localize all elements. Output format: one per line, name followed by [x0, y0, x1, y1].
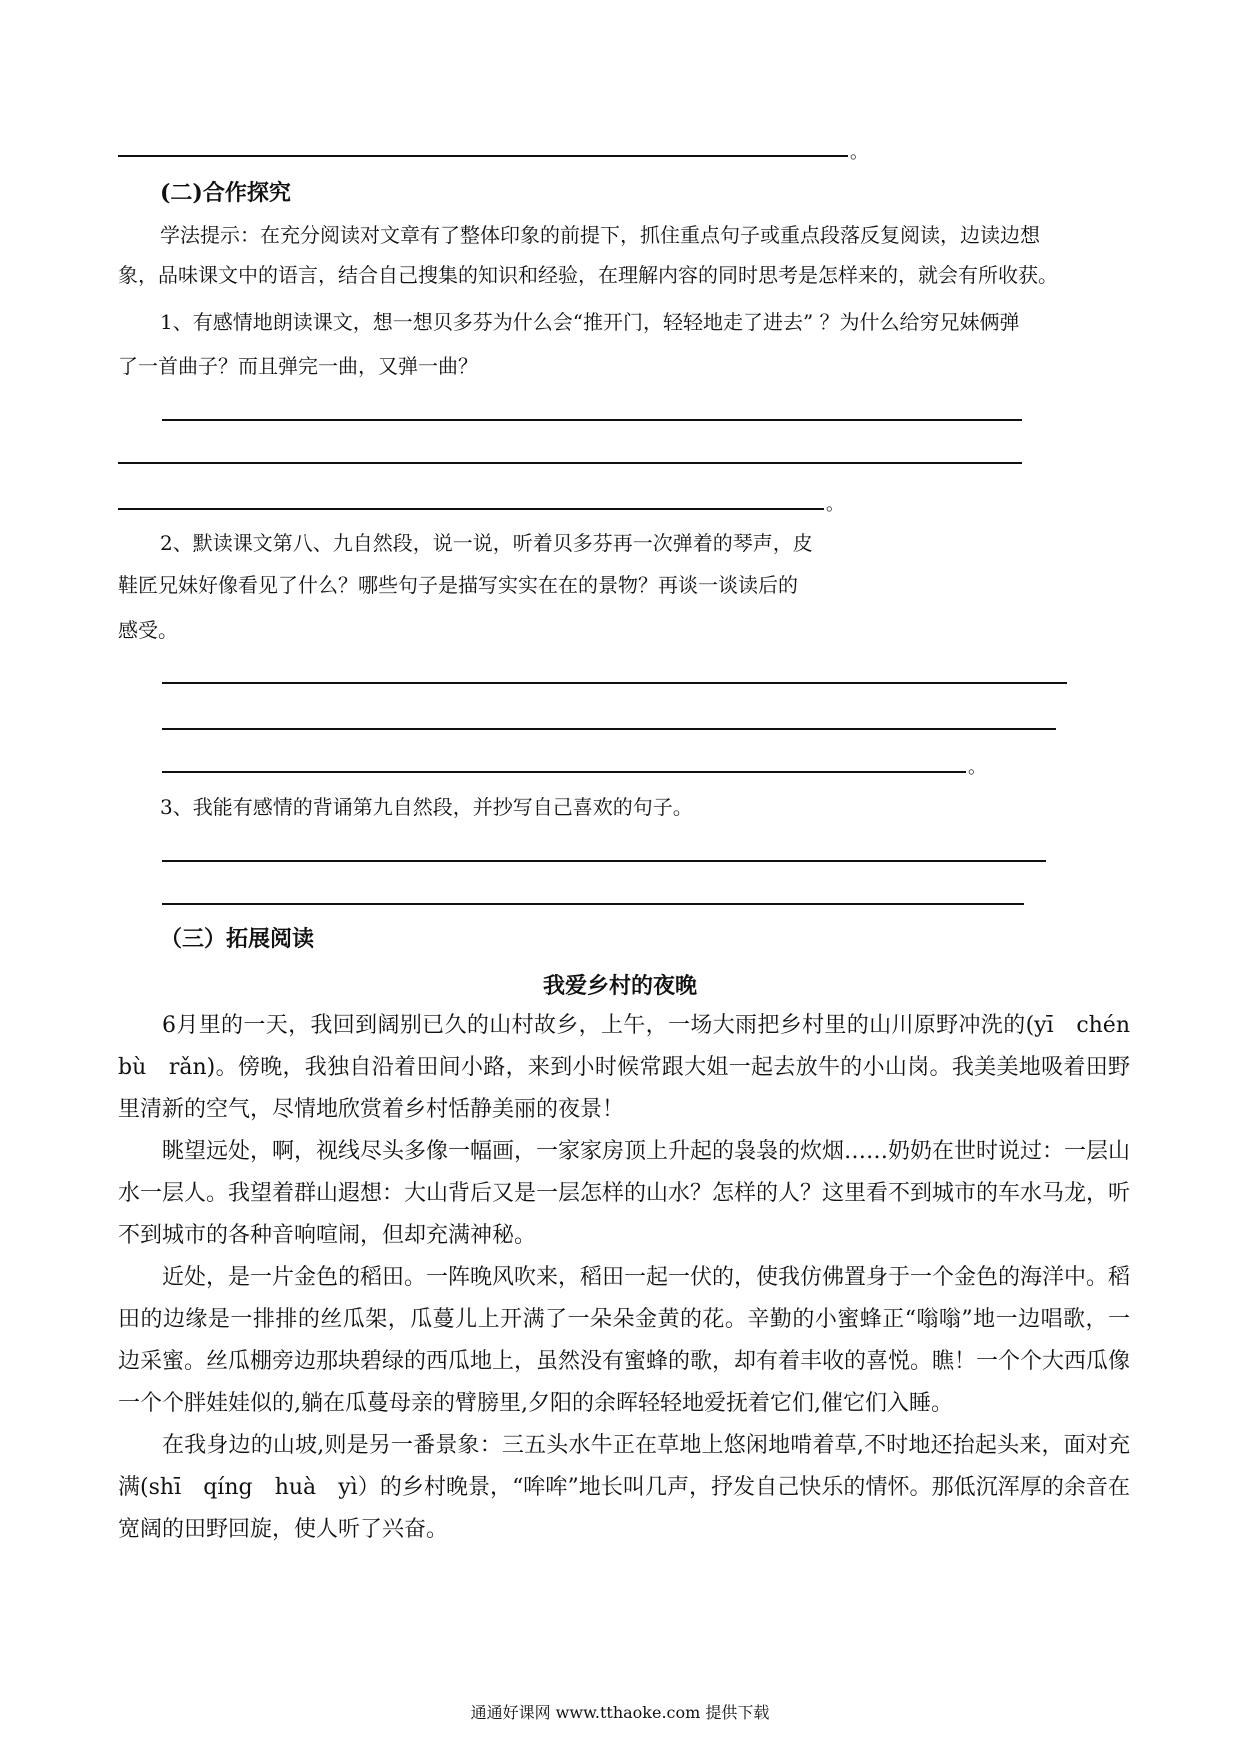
question-2-line2: 鞋匠兄妹好像看见了什么？哪些句子是描写实实在在的景物？再谈一谈读后的: [118, 573, 798, 597]
question-1-line2: 了一首曲子？而且弹完一曲，又弹一曲？: [118, 354, 478, 378]
article-paragraph: 在我身边的山坡,则是另一番景象：三五头水牛正在草地上悠闲地啃着草,不时地还抬起头来，面对充满(shī qíng huà yì）的乡村晚景，“哞哞”地长叫几声，抒发自己快乐的情怀。那低沉浑厚的余音在宽阔的田野回旋，使人听了兴奋。: [118, 1433, 1130, 1542]
question-3: 3、我能有感情的背诵第九自然段，并抄写自己喜欢的句子。: [160, 795, 693, 819]
answer-line[interactable]: [162, 860, 1046, 862]
period-mark: 。: [968, 757, 986, 778]
answer-line[interactable]: [162, 682, 1067, 684]
period-mark: 。: [850, 142, 868, 163]
question-1-line1: 1、有感情地朗读课文，想一想贝多芬为什么会“推开门，轻轻地走了进去” ？为什么给穷兄妹俩弹: [160, 310, 1020, 334]
article-paragraph: 近处，是一片金色的稻田。一阵晚风吹来，稻田一起一伏的，使我仿佛置身于一个金色的海洋中。稻田的边缘是一排排的丝瓜架，瓜蔓儿上开满了一朵朵金黄的花。辛勤的小蜜蜂正“嗡嗡”地一边唱歌，一边采蜜。丝瓜棚旁边那块碧绿的西瓜地上，虽然没有蜜蜂的歌，却有着丰收的喜悦。瞧！一个个大西瓜像一个个胖娃娃似的,躺在瓜蔓母亲的臂膀里,夕阳的余晖轻轻地爱抚着它们,催它们入睡。: [118, 1265, 1131, 1416]
footer-text: 通通好课网 www.tthaoke.com 提供下载: [470, 1703, 770, 1722]
answer-line[interactable]: [118, 508, 824, 510]
answer-line[interactable]: [162, 419, 1022, 421]
article-title: 我爱乡村的夜晚: [542, 974, 697, 999]
article-paragraph: 眺望远处，啊，视线尽头多像一幅画，一家家房顶上升起的袅袅的炊烟……奶奶在世时说过：一层山水一层人。我望着群山遐想：大山背后又是一层怎样的山水？怎样的人？这里看不到城市的车水马龙，听不到城市的各种音响喧闹，但却充满神秘。: [118, 1139, 1131, 1248]
study-tip-line2: 象，品味课文中的语言，结合自己搜集的知识和经验，在理解内容的同时思考是怎样来的，就会有所收获。: [118, 263, 1058, 287]
section-heading-cooperative: (二)合作探究: [160, 180, 291, 206]
question-2-line1: 2、默读课文第八、九自然段，说一说，听着贝多芬再一次弹着的琴声，皮: [160, 531, 813, 555]
article-body: [118, 1005, 1153, 1551]
answer-line[interactable]: [162, 728, 1056, 730]
question-2-line3: 感受。: [118, 618, 178, 642]
answer-line[interactable]: [162, 771, 966, 773]
period-mark: 。: [826, 494, 844, 515]
section-heading-extended-reading: （三）拓展阅读: [160, 926, 315, 952]
study-tip-line1: 学法提示：在充分阅读对文章有了整体印象的前提下，抓住重点句子或重点段落反复阅读，边读边想: [160, 223, 1040, 247]
article-paragraph: 6月里的一天，我回到阔别已久的山村故乡，上午，一场大雨把乡村里的山川原野冲洗的(yī chén bù rǎn)。傍晚，我独自沿着田间小路，来到小时候常跟大姐一起去放牛的小山岗。我美美地吸着田野里清新的空气，尽情地欣赏着乡村恬静美丽的夜景！: [118, 1013, 1153, 1122]
answer-line[interactable]: [118, 462, 1022, 464]
answer-line[interactable]: [118, 155, 848, 157]
answer-line[interactable]: [162, 903, 1024, 905]
